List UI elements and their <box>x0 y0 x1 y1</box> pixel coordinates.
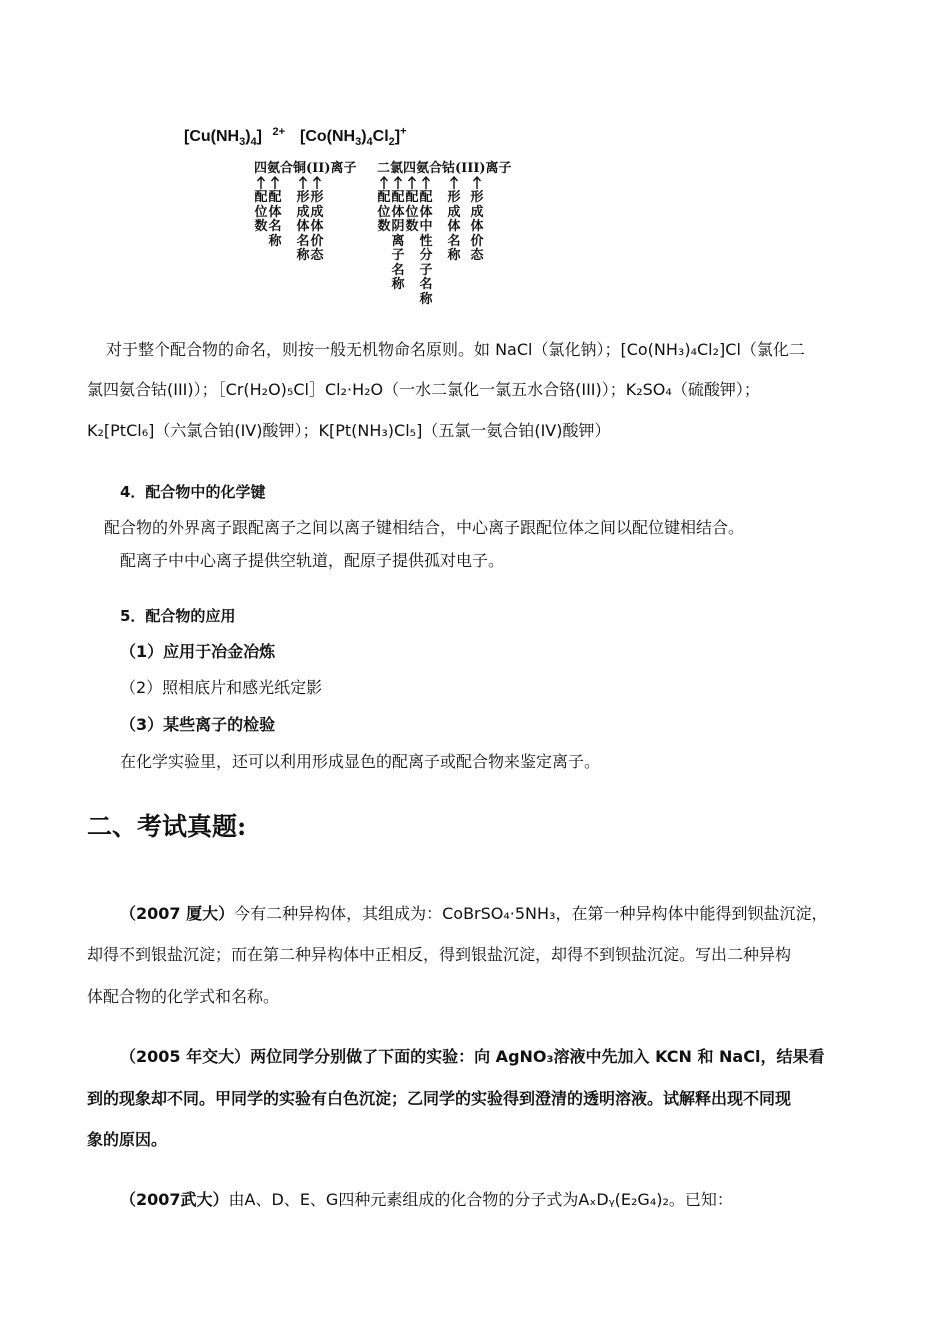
up-arrow-icon <box>256 176 266 190</box>
vertical-label: 配位数 <box>405 190 419 234</box>
naming-para-line3: K₂[PtCl₆]（六氯合铂(IV)酸钾）；K[Pt(NH₃)Cl₅]（五氯一氨合铂(IV)酸钾） <box>87 421 611 440</box>
section4-heading: 4．配合物中的化学键 <box>120 483 266 501</box>
co-complex-formula: $[Co(NH_3)_4Cl_2]^+$ <box>300 125 407 149</box>
vertical-label: 形成体名称 <box>296 190 310 263</box>
section5-item2: （2）照相底片和感光纸定影 <box>120 678 323 697</box>
question-1-line2: 却得不到银盐沉淀；而在第二种异构体中正相反，得到银盐沉淀，却得不到钡盐沉淀。写出二种异构 <box>87 945 792 964</box>
naming-para-line1: 对于整个配合物的命名，则按一般无机物命名原则。如 NaCl（氯化钠）；[Co(NH₃)₄Cl₂]Cl（氯化二 <box>106 340 805 359</box>
section5-para: 在化学实验里，还可以利用形成显色的配离子或配合物来鉴定离子。 <box>120 752 601 771</box>
vertical-label: 配体名称 <box>268 190 282 249</box>
up-arrow-icon <box>472 176 482 190</box>
question-1-line3: 体配合物的化学式和名称。 <box>87 987 280 1006</box>
up-arrow-icon <box>421 176 431 190</box>
cu-ion-name: 四氨合铜(II)离子 <box>254 161 357 176</box>
vertical-label: 形成体价态 <box>310 190 324 263</box>
cu-complex-formula: $[Cu(NH_3)_4]$ $^{2+}$ <box>184 125 285 149</box>
up-arrow-icon <box>407 176 417 190</box>
section4-para2: 配离子中中心离子提供空轨道，配原子提供孤对电子。 <box>120 551 505 570</box>
question-2-line2: 到的现象却不同。甲同学的实验有白色沉淀；乙同学的实验得到澄清的透明溶液。试解释出现不同现 <box>87 1089 792 1108</box>
question-1-label: （2007 厦大） <box>120 904 235 923</box>
section5-item1: （1）应用于冶金冶炼 <box>120 642 276 661</box>
question-2-label: （2005 年交大） <box>120 1047 251 1066</box>
vertical-label: 配体中性分子名称 <box>419 190 433 307</box>
vertical-label: 形成体价态 <box>470 190 484 263</box>
question-2-line3: 象的原因。 <box>87 1130 168 1149</box>
up-arrow-icon <box>393 176 403 190</box>
question-2-line1: （2005 年交大）两位同学分别做了下面的实验：向 AgNO₃溶液中先加入 KCN 和 NaCl，结果看 <box>120 1047 825 1066</box>
question-1-line1: （2007 厦大）今有二种异构体，其组成为：CoBrSO₄·5NH₃，在第一种异构体中能得到钡盐沉淀， <box>120 904 828 923</box>
naming-para-line2: 氯四氨合钴(III)）；［Cr(H₂O)₅Cl］Cl₂·H₂O（一水二氯化一氯五水合铬(III)）；K₂SO₄（硫酸钾）； <box>87 380 760 399</box>
section5-item3: （3）某些离子的检验 <box>120 715 276 734</box>
up-arrow-icon <box>449 176 459 190</box>
exam-section-title: 二、考试真题: <box>87 812 247 841</box>
vertical-label: 配体阴离子名称 <box>391 190 405 292</box>
up-arrow-icon <box>298 176 308 190</box>
question-3-label: （2007武大） <box>120 1190 229 1209</box>
vertical-label: 配位数 <box>254 190 268 234</box>
up-arrow-icon <box>379 176 389 190</box>
up-arrow-icon <box>312 176 322 190</box>
section4-para1: 配合物的外界离子跟配离子之间以离子键相结合，中心离子跟配位体之间以配位键相结合。 <box>104 518 745 537</box>
vertical-label: 配位数 <box>377 190 391 234</box>
co-ion-name: 二氯四氨合钴(III)离子 <box>377 161 512 176</box>
up-arrow-icon <box>270 176 280 190</box>
question-3-line1: （2007武大）由A、D、E、G四种元素组成的化合物的分子式为AₓDᵧ(E₂G₄)₂。已知： <box>120 1190 733 1209</box>
vertical-label: 形成体名称 <box>447 190 461 263</box>
section5-heading: 5．配合物的应用 <box>120 607 236 625</box>
